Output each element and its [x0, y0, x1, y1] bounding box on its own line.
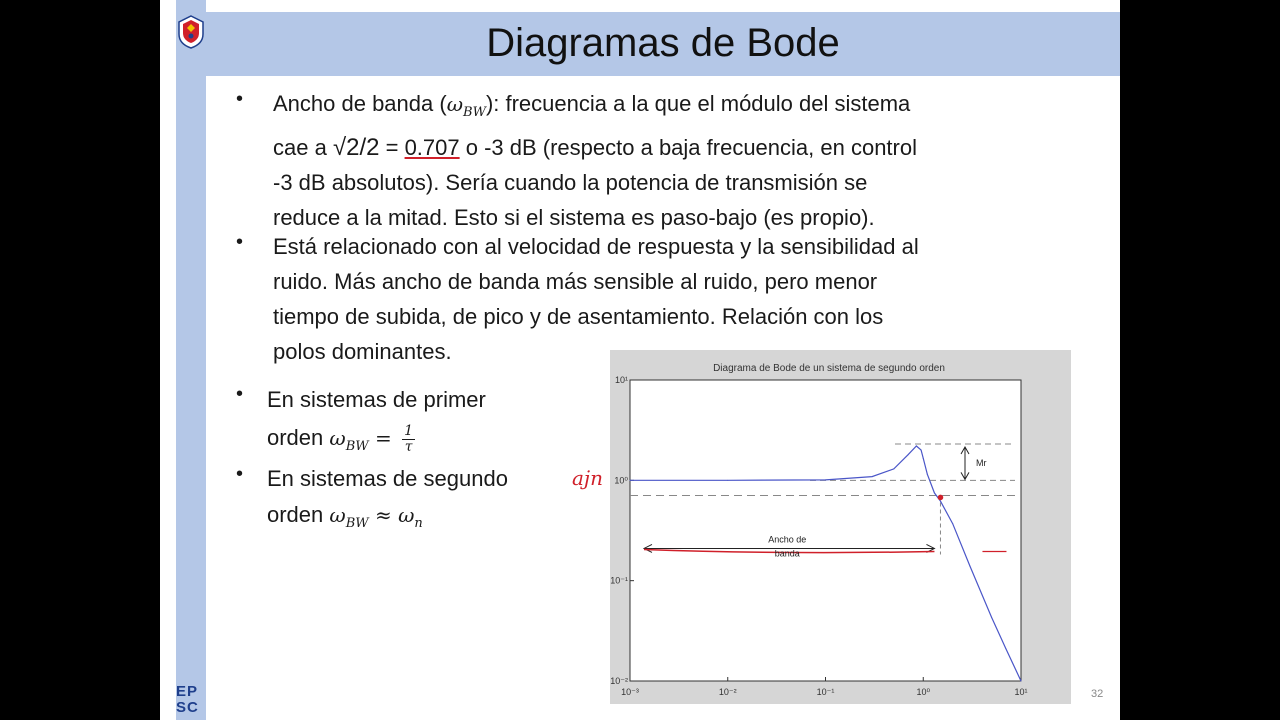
cutoff-marker	[938, 495, 944, 501]
y-tick-label: 10⁻²	[610, 676, 628, 686]
chart-plot-area	[630, 380, 1021, 681]
underlined-value: 0.707	[404, 135, 460, 160]
omega-symbol: ω	[446, 92, 464, 116]
bullet-2-line-2: ruido. Más ancho de banda más sensible al ruido, pero menor	[273, 269, 878, 294]
bullet-3-line-2: orden $\omega_{BW}$ = $\frac{1}{\tau}$	[267, 422, 414, 455]
data-point	[940, 501, 941, 502]
bullet-1-line-1: Ancho de banda $(\omega_{BW})$: frecuencia a la que el módulo del sistema	[273, 91, 911, 120]
bullet-3	[267, 381, 486, 466]
bullet-1	[273, 86, 1061, 235]
bullet-4	[267, 461, 508, 542]
x-tick-label: 10⁻²	[718, 687, 737, 697]
data-point	[1021, 681, 1022, 682]
bullet-3-line-1: En sistemas de primer	[267, 387, 486, 412]
data-point	[927, 474, 928, 475]
page-title: Diagramas de Bode	[486, 21, 840, 65]
data-point	[934, 492, 935, 493]
bullet-2-line-3: tiempo de subida, de pico y de asentamiento. Relación con los	[273, 304, 884, 329]
logo-line: SC	[176, 699, 199, 716]
bullet-dot: •	[236, 88, 244, 110]
bandwidth-label: banda	[774, 548, 800, 559]
data-point	[872, 476, 873, 477]
x-tick-label: 10⁻¹	[816, 687, 835, 697]
logo-line: EP	[176, 683, 199, 700]
bullet-dot: •	[236, 463, 244, 485]
data-point	[908, 454, 909, 455]
epsc-logo	[176, 684, 206, 718]
bullet-2-line-4: polos dominantes.	[273, 339, 452, 364]
bullet-dot: •	[236, 383, 244, 405]
y-tick-label: 10⁰	[614, 475, 628, 486]
x-tick-label: 10⁻³	[621, 687, 639, 697]
bode-chart	[610, 350, 1071, 704]
left-accent-bar	[176, 0, 206, 720]
university-seal-icon	[176, 12, 206, 50]
bullet-4-line-1: En sistemas de segundo	[267, 466, 508, 491]
data-point	[969, 566, 970, 567]
data-point	[893, 468, 894, 469]
handwritten-annotation: ajn	[572, 466, 604, 490]
sqrt-expression: √2/2	[332, 134, 380, 161]
data-point	[1005, 648, 1006, 649]
mr-label: Mr	[976, 458, 987, 469]
bullet-2-line-1: Está relacionado con al velocidad de respuesta y la sensibilidad al	[273, 234, 919, 259]
data-point	[921, 450, 922, 451]
bullet-2	[273, 229, 1061, 369]
fraction: $\frac{1}{\tau}$	[404, 422, 414, 455]
chart-title: Diagrama de Bode de un sistema de segundo orden	[713, 363, 945, 374]
data-point	[952, 523, 953, 524]
data-point	[916, 445, 917, 446]
data-point	[727, 480, 728, 481]
bullet-dot: •	[236, 231, 244, 253]
bandwidth-label: Ancho de	[768, 534, 807, 545]
bullet-1-line-2: cae a √2/2 = 0.707 o -3 dB (respecto a baja frecuencia, en control	[273, 134, 917, 161]
y-tick-label: 10¹	[614, 375, 628, 385]
data-point	[825, 479, 826, 480]
data-point	[991, 617, 992, 618]
x-tick-label: 10¹	[1014, 687, 1028, 697]
y-tick-label: 10⁻¹	[610, 575, 628, 586]
data-point	[630, 480, 631, 481]
data-point	[923, 458, 924, 459]
page-number: 32	[1091, 688, 1104, 700]
bullet-4-line-2: orden $\omega_{BW} \approx \omega_n$	[267, 502, 423, 531]
bullet-1-line-4: reduce a la mitad. Esto si el sistema es paso-bajo (es propio).	[273, 205, 875, 230]
bullet-1-line-3: -3 dB absolutos). Sería cuando la potencia de transmisión se	[273, 170, 868, 195]
slide	[160, 0, 1120, 720]
x-tick-label: 10⁰	[916, 687, 931, 697]
